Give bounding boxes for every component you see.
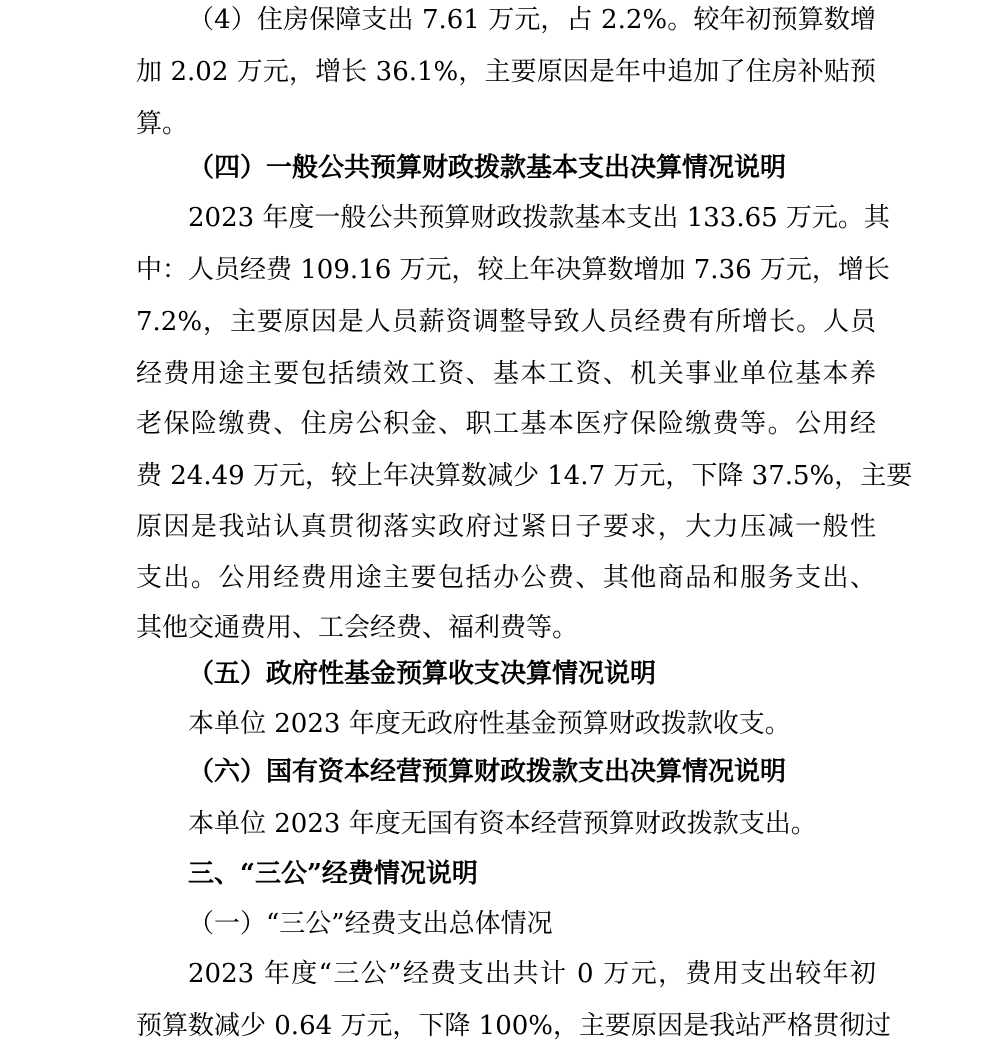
- paragraph-housing-line-3: 算。: [136, 109, 189, 139]
- paragraph-basic-expense-line-2: 中：人员经费 109.16 万元，较上年决算数增加 7.36 万元，增长: [136, 255, 890, 285]
- paragraph-three-public-line-2: 预算数减少 0.64 万元，下降 100%，主要原因是我站严格贯彻过: [136, 1011, 892, 1041]
- paragraph-basic-expense-line-6: 费 24.49 万元，较上年决算数减少 14.7 万元，下降 37.5%，主要: [136, 461, 913, 491]
- subsection-heading-1: （一）“三公”经费支出总体情况: [188, 909, 553, 939]
- paragraph-housing-line-1: （4）住房保障支出 7.61 万元，占 2.2%。较年初预算数增: [188, 5, 876, 35]
- paragraph-basic-expense-line-1: 2023 年度一般公共预算财政拨款基本支出 133.65 万元。其: [188, 203, 890, 233]
- paragraph-gov-fund: 本单位 2023 年度无政府性基金预算财政拨款收支。: [188, 709, 791, 739]
- section-heading-6: （六）国有资本经营预算财政拨款支出决算情况说明: [188, 757, 787, 787]
- paragraph-state-capital: 本单位 2023 年度无国有资本经营预算财政拨款支出。: [188, 809, 817, 839]
- paragraph-three-public-line-1: 2023 年度“三公”经费支出共计 0 万元，费用支出较年初: [188, 959, 876, 989]
- paragraph-basic-expense-line-9: 其他交通费用、工会经费、福利费等。: [136, 613, 579, 643]
- paragraph-basic-expense-line-8: 支出。公用经费用途主要包括办公费、其他商品和服务支出、: [136, 563, 876, 593]
- paragraph-basic-expense-line-5: 老保险缴费、住房公积金、职工基本医疗保险缴费等。公用经: [136, 409, 876, 439]
- section-heading-5: （五）政府性基金预算收支决算情况说明: [188, 659, 657, 689]
- paragraph-basic-expense-line-3: 7.2%，主要原因是人员薪资调整导致人员经费有所增长。人员: [136, 307, 876, 337]
- chapter-heading-three: 三、“三公”经费情况说明: [188, 859, 478, 889]
- paragraph-basic-expense-line-7: 原因是我站认真贯彻落实政府过紧日子要求，大力压减一般性: [136, 512, 876, 542]
- section-heading-4: （四）一般公共预算财政拨款基本支出决算情况说明: [188, 153, 787, 183]
- paragraph-basic-expense-line-4: 经费用途主要包括绩效工资、基本工资、机关事业单位基本养: [136, 359, 876, 389]
- paragraph-housing-line-2: 加 2.02 万元，增长 36.1%，主要原因是年中追加了住房补贴预: [136, 57, 876, 87]
